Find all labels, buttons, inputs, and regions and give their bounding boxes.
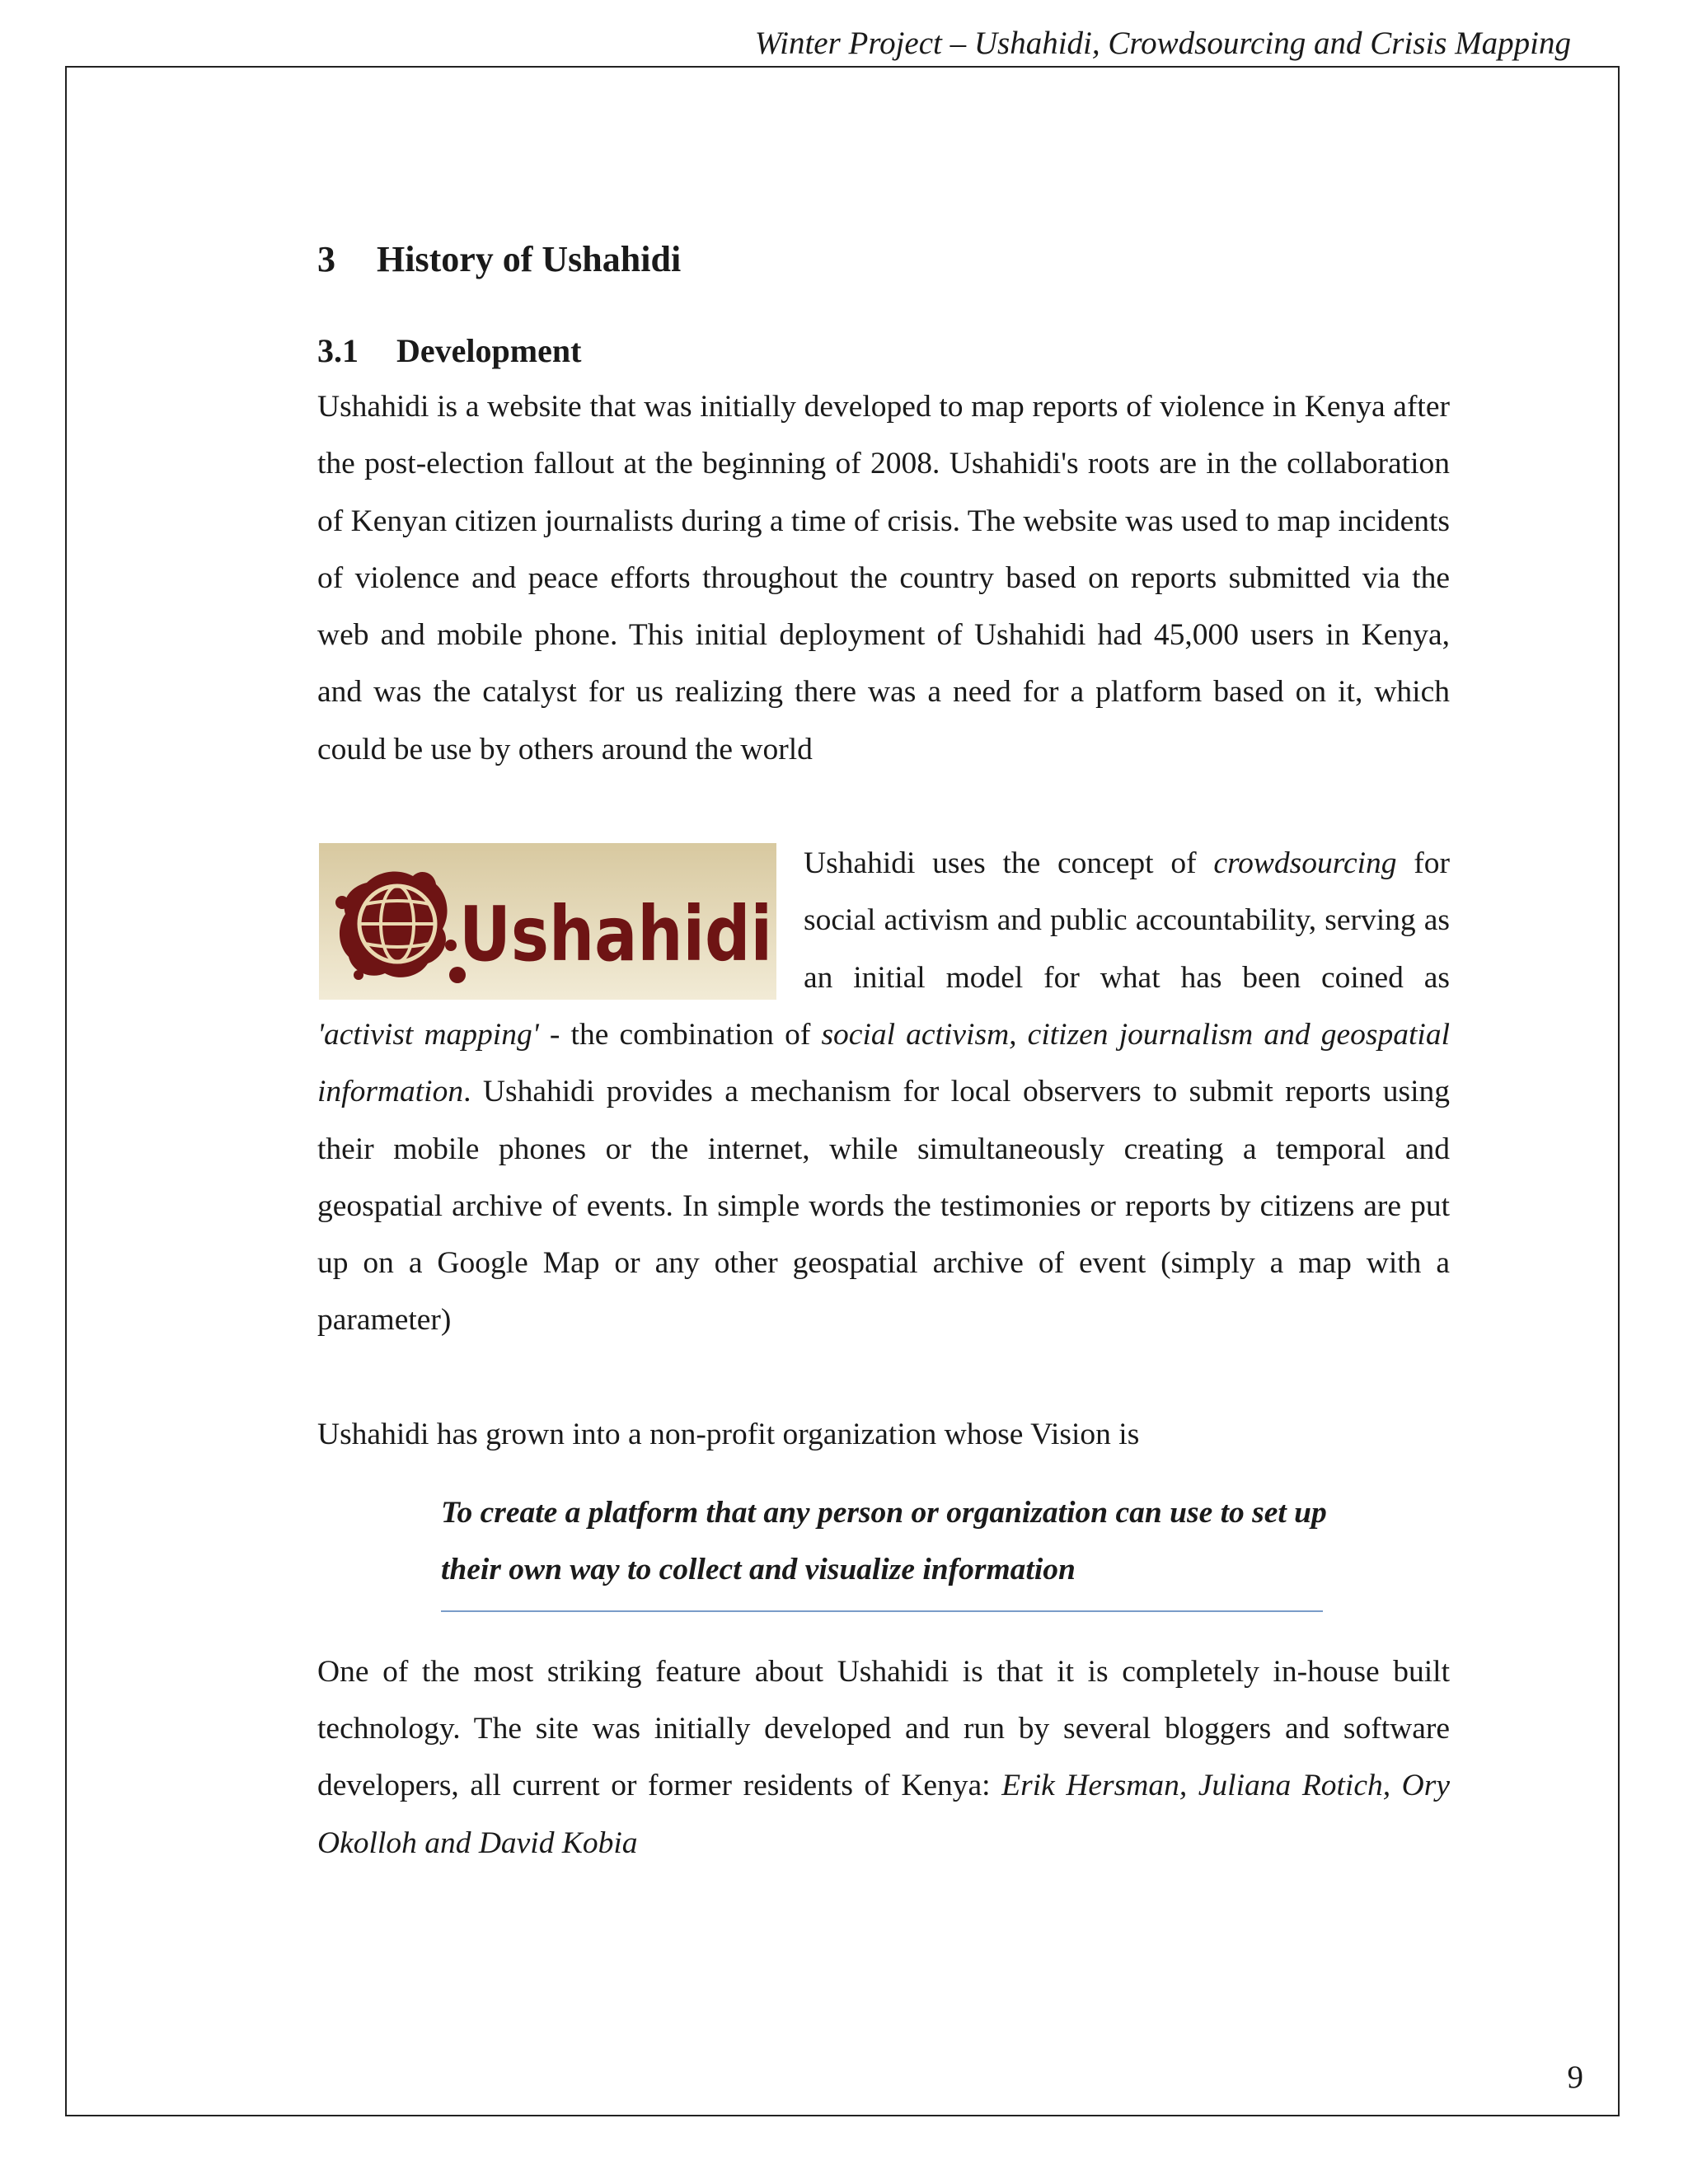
ushahidi-logo-image <box>319 843 776 1000</box>
paragraph-vision-intro: Ushahidi has grown into a non-profit organization whose Vision is <box>317 1417 1140 1451</box>
subsection-title: Development <box>396 332 582 369</box>
vision-statement: To create a platform that any person or organization can use to set up their own way to collect and visualize information <box>441 1496 1327 1587</box>
p2-text-4: . Ushahidi provides a mechanism for local observers to submit reports using their mobile phones or the internet, while simultaneously creating a temporal and geospatial archive of events. In simple words the testimonies or reports by citizens are put up on a Google Map or any other geospatial archive of event (simply a map with a parameter) <box>317 1075 1450 1338</box>
subsection-number: 3.1 <box>317 332 359 369</box>
paragraph-development: Ushahidi is a website that was initially developed to map reports of violence in Kenya after the post-election fallout at the beginning of 2008. Ushahidi's roots are in the collaboration of Kenyan citizen journalists during a time of crisis. The website was used to map incidents of violence and peace efforts throughout the country based on reports submitted via the web and mobile phone. This initial deployment of Ushahidi had 45,000 users in Kenya, and was the catalyst for us realizing there was a need for a platform based on it, which could be use by others around the world <box>317 390 1450 766</box>
p2-text-1: Ushahidi uses the concept of <box>804 846 1214 881</box>
subsection-heading <box>317 327 1450 375</box>
p2-italic-combination: social activism, citizen journalism and geospatial information <box>317 1017 1450 1109</box>
section-number: 3 <box>317 239 335 279</box>
p4-text-1: One of the most striking feature about Ushahidi is that it is completely in-house built technology. The site was initially developed and run by several bloggers and software developers, all current or former residents of Kenya: <box>317 1654 1450 1803</box>
page-number: 9 <box>1567 2060 1583 2095</box>
p2-text-3: - the combination of <box>538 1017 822 1052</box>
running-header: Winter Project – Ushahidi, Crowdsourcing and Crisis Mapping <box>754 26 1571 61</box>
p2-text-2: for social activism and public accountability, serving as an initial model for what has been coined as <box>804 846 1450 995</box>
section-heading <box>317 235 1450 284</box>
vision-divider <box>441 1610 1323 1612</box>
page-content <box>317 235 1450 1872</box>
section-title: History of Ushahidi <box>377 239 682 279</box>
p2-italic-crowdsourcing: crowdsourcing <box>1213 846 1397 881</box>
paragraph-crowdsourcing <box>317 835 1450 1349</box>
paragraph-founders <box>317 1643 1450 1872</box>
p2-italic-activist-mapping: 'activist mapping' <box>317 1017 539 1052</box>
logo-wordmark: Ushahidi <box>459 890 772 979</box>
p4-italic-founders: Erik Hersman, Juliana Rotich, Ory Okolloh and David Kobia <box>317 1769 1450 1860</box>
